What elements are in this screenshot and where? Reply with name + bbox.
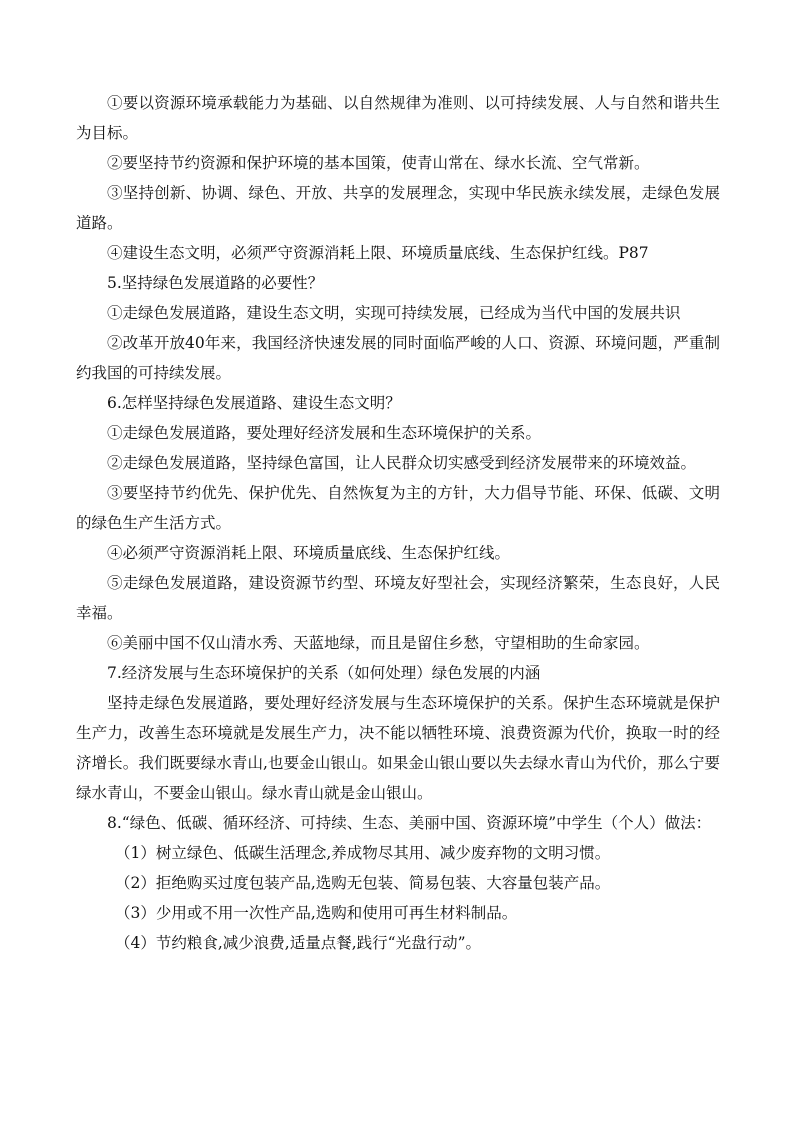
practice-item: （2）拒绝购买过度包装产品,选购无包装、简易包装、大容量包装产品。: [115, 874, 611, 892]
section-heading: 5.坚持绿色发展道路的必要性？: [107, 274, 324, 292]
paragraph: ①走绿色发展道路，建设生态文明，实现可持续发展，已经成为当代中国的发展共识: [107, 304, 681, 322]
practice-item: （3）少用或不用一次性产品,选购和使用可再生材料制品。: [115, 904, 518, 922]
paragraph: ②要坚持节约资源和保护环境的基本国策，使青山常在、绿水长流、空气常新。: [107, 154, 650, 172]
section-heading: 7.经济发展与生态环境保护的关系（如何处理）绿色发展的内涵: [107, 664, 541, 682]
practice-item: （4）节约粮食,减少浪费,适量点餐,践行“光盘行动”。: [115, 934, 481, 952]
paragraph: ④建设生态文明，必须严守资源消耗上限、环境质量底线、生态保护红线。P87: [107, 244, 649, 262]
paragraph: ⑤走绿色发展道路，建设资源节约型、环境友好型社会，实现经济繁荣，生态良好，人民幸福。: [76, 574, 720, 622]
paragraph: ②改革开放40年来，我国经济快速发展的同时面临严峻的人口、资源、环境问题，严重制约我国的可持续发展。: [76, 334, 720, 382]
section-heading: 8.“绿色、低碳、循环经济、可持续、生态、美丽中国、资源环境”中学生（个人）做法：: [107, 814, 712, 832]
paragraph: ④必须严守资源消耗上限、环境质量底线、生态保护红线。: [107, 544, 511, 562]
paragraph: ②走绿色发展道路，坚持绿色富国，让人民群众切实感受到经济发展带来的环境效益。: [107, 454, 697, 472]
paragraph: ⑥美丽中国不仅山清水秀、天蓝地绿，而且是留住乡愁，守望相助的生命家园。: [107, 634, 650, 652]
section-heading: 6.怎样坚持绿色发展道路、建设生态文明？: [107, 394, 401, 412]
paragraph: ③要坚持节约优先、保护优先、自然恢复为主的方针，大力倡导节能、环保、低碳、文明的绿色生产生活方式。: [76, 484, 720, 532]
paragraph: ③坚持创新、协调、绿色、开放、共享的发展理念，实现中华民族永续发展，走绿色发展道路。: [76, 184, 720, 232]
paragraph: ①要以资源环境承载能力为基础、以自然规律为准则、以可持续发展、人与自然和谐共生为目标。: [76, 94, 720, 142]
document-page: [76, 88, 720, 958]
practice-item: （1）树立绿色、低碳生活理念,养成物尽其用、减少废弃物的文明习惯。: [115, 844, 611, 862]
paragraph: 坚持走绿色发展道路，要处理好经济发展与生态环境保护的关系。保护生态环境就是保护生产力，改善生态环境就是发展生产力，决不能以牺牲环境、浪费资源为代价，换取一时的经济增长。我们既要绿水青山,也要金山银山。如果金山银山要以失去绿水青山为代价，那么宁要绿水青山，不要金山银山。绿水青山就是金山银山。: [76, 694, 720, 802]
paragraph: ①走绿色发展道路，要处理好经济发展和生态环境保护的关系。: [107, 424, 542, 442]
